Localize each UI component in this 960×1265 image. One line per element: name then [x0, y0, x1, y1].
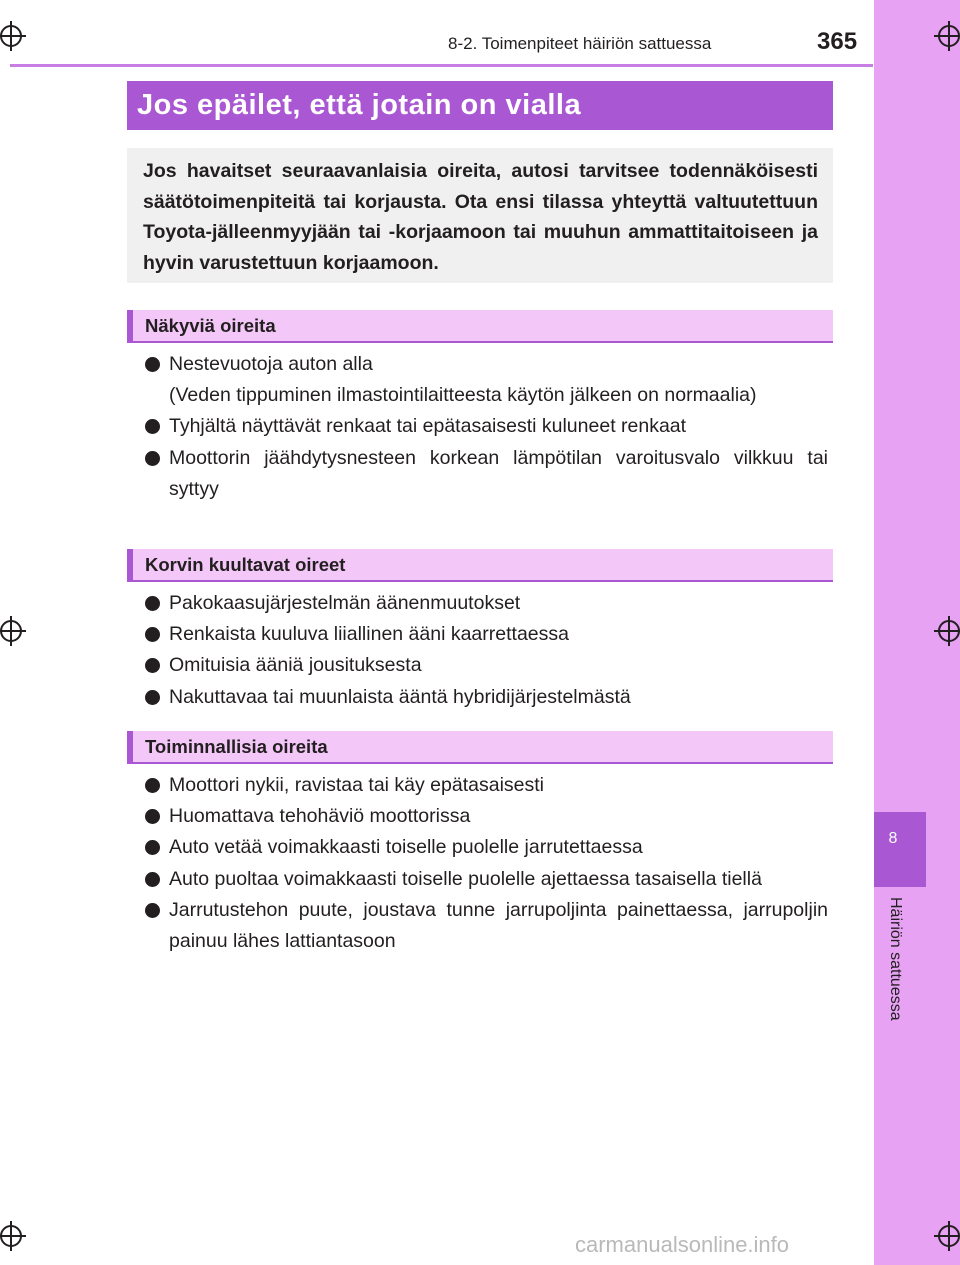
section-heading-operational: Toiminnallisia oireita: [127, 731, 833, 764]
bullet-icon: [145, 451, 160, 466]
list-item-text: Auto puoltaa voimakkaasti toiselle puolelle ajettaessa tasaisella tiellä: [169, 867, 762, 890]
crop-mark-icon: [938, 620, 960, 642]
list-item: [145, 864, 828, 895]
bullet-icon: [145, 840, 160, 855]
list-item-text: Auto vetää voimakkaasti toiselle puolelle jarrutettaessa: [169, 836, 643, 859]
crop-mark-icon: [0, 25, 22, 47]
chapter-number-block: [874, 812, 926, 887]
crop-mark-icon: [938, 25, 960, 47]
list-item-note: (Veden tippuminen ilmastointilaitteesta käytön jälkeen on normaalia): [169, 384, 757, 407]
section-heading-visible: Näkyviä oireita: [127, 310, 833, 343]
section-heading-audible: Korvin kuultavat oireet: [127, 549, 833, 582]
chapter-number: 8: [888, 830, 898, 847]
list-item-text: Nakuttavaa tai muunlaista ääntä hybridijärjestelmästä: [169, 685, 631, 708]
intro-text: Jos havaitset seuraavanlaisia oireita, autosi tarvitsee todennäköisesti säätötoimenpiteitä tai korjausta. Ota ensi tilassa yhteyttä valtuutettuun Toyota-jälleenmyyjään tai -korjaamoon tai muuhun ammattitaitoiseen ja hyvin varustettuun korjaamoon.: [143, 160, 818, 274]
list-item-text: Moottori nykii, ravistaa tai käy epätasaisesti: [169, 774, 544, 796]
bullet-icon: [145, 690, 160, 705]
list-item: [145, 682, 828, 713]
list-item-text: Omituisia ääniä jousituksesta: [169, 654, 422, 677]
list-item: [145, 619, 828, 650]
bullet-icon: [145, 778, 160, 793]
visible-symptoms-list: [145, 349, 828, 505]
list-item: [145, 411, 828, 442]
page-number: 365: [817, 28, 858, 55]
list-item: [145, 832, 828, 863]
list-item-text: Nestevuotoja auton alla: [169, 353, 373, 375]
list-item: [145, 588, 828, 619]
list-item: [145, 349, 828, 411]
crop-mark-icon: [938, 1225, 960, 1247]
list-item: [145, 801, 828, 832]
list-item-text: Moottorin jäähdytysnesteen korkean lämpötilan varoitusvalo vilkkuu tai syttyy: [169, 446, 828, 500]
intro-box: [127, 148, 833, 283]
bullet-icon: [145, 658, 160, 673]
header-rule: [10, 64, 873, 67]
list-item: [145, 770, 828, 801]
bullet-icon: [145, 627, 160, 642]
bullet-icon: [145, 596, 160, 611]
list-item-text: Pakokaasujärjestelmän äänenmuutokset: [169, 592, 521, 614]
list-item-text: Jarrutustehon puute, joustava tunne jarrupoljinta painettaessa, jarrupoljin painuu lähes lattiantasoon: [169, 898, 828, 953]
section-header: 8-2. Toimenpiteet häiriön sattuessa: [448, 34, 712, 53]
bullet-icon: [145, 809, 160, 824]
crop-mark-icon: [0, 1225, 22, 1247]
audible-symptoms-list: [145, 588, 828, 713]
chapter-label: Häiriön sattuessa: [887, 897, 904, 1021]
list-item-text: Tyhjältä näyttävät renkaat tai epätasaisesti kuluneet renkaat: [169, 415, 687, 438]
list-item-text: Huomattava tehohäviö moottorissa: [169, 805, 471, 828]
list-item: [145, 443, 828, 505]
watermark: carmanualsonline.info: [575, 1232, 790, 1257]
list-item-text: Renkaista kuuluva liiallinen ääni kaarrettaessa: [169, 623, 569, 646]
operational-symptoms-list: [145, 770, 828, 957]
bullet-icon: [145, 357, 160, 372]
crop-mark-icon: [0, 620, 22, 642]
bullet-icon: [145, 903, 160, 918]
bullet-icon: [145, 419, 160, 434]
list-item: [145, 650, 828, 681]
bullet-icon: [145, 872, 160, 887]
page-title: Jos epäilet, että jotain on vialla: [127, 81, 833, 130]
list-item: [145, 895, 828, 957]
